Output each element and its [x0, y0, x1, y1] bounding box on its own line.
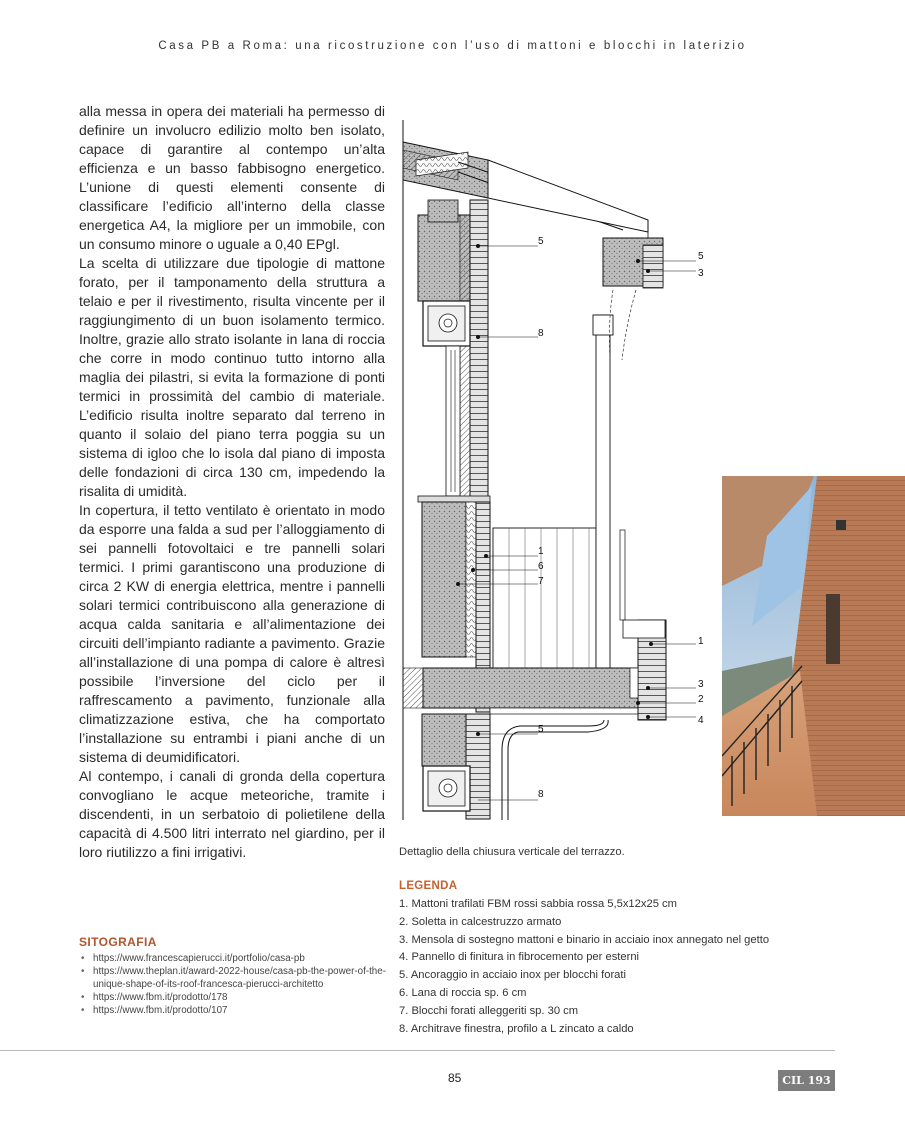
paragraph: In copertura, il tetto ventilato è orientato in modo da esporre una falda a sud per l’alloggiamento di sei pannelli fotovoltaici e tre pannelli solari termici. I primi garantiscono una produzione di circa 2 KW di energia elettrica, mentre i pannelli solari termici contribuiscono alla generazione di acqua calda sanitaria e all’alimentazione dei circuiti dell’impianto radiante a pavimento. Grazie all’installazione di una pompa di calore è altresì possibile l’inversione del ciclo per il raffrescamento a pavimento, funzionale alla climatizzazione estiva, che ha comportato l’installazione su entrambi i piani anche di un sistema di deumidificatori. [79, 502, 385, 765]
magazine-badge: CIL 193 [778, 1070, 835, 1091]
body-text [79, 102, 385, 862]
paragraph: La scelta di utilizzare due tipologie di mattone forato, per il tamponamento della struttura a telaio e per il rivestimento, risulta vincente per il raggiungimento di un buon isolamento termico. Inoltre, grazie allo strato isolante in lana di roccia che corre in modo continuo tutto intorno alla maglia dei pilastri, si evita la formazione di ponti termici in prossimità del cambio di materiale. L’edificio risulta inoltre separato dal terreno in quanto il solaio del piano terra poggia su un sistema di igloo che lo isola dal piano di imposta delle fondazioni di circa 130 cm, impedendo la risalita di umidità. [79, 255, 385, 499]
sitografia-link[interactable]: • https://www.francescapierucci.it/portfolio/casa-pb [79, 952, 389, 965]
sitografia-link[interactable]: • https://www.fbm.it/prodotto/107 [79, 1004, 389, 1017]
legend [399, 880, 819, 1038]
paragraph: Al contempo, i canali di gronda della copertura convogliano le acque meteoriche, tramite i discendenti, in un serbatoio di polietilene della capacità di 4.500 litri interrato nel giardino, per il loro riutilizzo a fini irrigativi. [79, 768, 385, 860]
callout-label: 5 [538, 724, 544, 735]
callout-label: 8 [538, 328, 544, 339]
callout-label: 1 [698, 636, 704, 647]
callout-label: 4 [698, 715, 704, 726]
leader-lines [458, 246, 696, 800]
sitografia-link[interactable]: • https://www.fbm.it/prodotto/178 [79, 991, 389, 1004]
legend-item: 3. Mensola di sostegno mattoni e binario in acciaio inox annegato nel getto [399, 933, 770, 946]
legend-title: LEGENDA [399, 880, 458, 892]
legend-item: 2. Soletta in calcestruzzo armato [399, 915, 562, 928]
legend-item: 1. Mattoni trafilati FBM rossi sabbia rossa 5,5x12x25 cm [399, 898, 677, 910]
callout-label: 3 [698, 268, 704, 279]
callout-label: 1 [538, 546, 544, 557]
legend-item: 5. Ancoraggio in acciaio inox per blocchi forati [399, 969, 626, 982]
callout-label: 3 [698, 679, 704, 690]
lintel-top [423, 301, 470, 346]
sitografia-link[interactable]: • https://www.theplan.it/award-2022-house/casa-pb-the-power-of-the-unique-shape-of-its-roof-francesca-pierucci-architetto [79, 965, 389, 991]
ground-wall [422, 714, 608, 820]
eave-box [603, 238, 663, 288]
callout-label: 7 [538, 576, 544, 587]
figure-caption: Dettaglio della chiusura verticale del terrazzo. [399, 846, 625, 858]
legend-item: 8. Architrave finestra, profilo a L zincato a caldo [399, 1022, 634, 1035]
callout-label: 5 [698, 251, 704, 262]
callout-label: 2 [698, 694, 704, 705]
section-drawing [398, 120, 708, 825]
legend-item: 4. Pannello di finitura in fibrocemento per esterni [399, 951, 640, 964]
footer-divider [0, 1050, 835, 1051]
legend-item: 7. Blocchi forati alleggeriti sp. 30 cm [399, 1004, 579, 1017]
sitografia-title: SITOGRAFIA [79, 935, 157, 949]
legend-item: 6. Lana di roccia sp. 6 cm [399, 986, 527, 999]
paragraph: alla messa in opera dei materiali ha permesso di definire un involucro edilizio molto ben isolato, capace di garantire al contempo un’alta efficienza e un basso fabbisogno energetico. L’unione di questi elementi consente di classificare l’edificio all’interno della classe energetica A4, la migliore per un immobile, con un consumo minore o uguale a 0,40 EPgl. [79, 103, 385, 252]
running-header: Casa PB a Roma: una ricostruzione con l’uso di mattoni e blocchi in laterizio [158, 40, 747, 52]
callout-label: 6 [538, 561, 544, 572]
page-number: 85 [448, 1071, 462, 1085]
callout-label: 5 [538, 236, 544, 247]
sitografia [79, 935, 389, 1017]
parapet [493, 315, 625, 670]
terrace-photo [722, 476, 905, 816]
callout-label: 8 [538, 789, 544, 800]
